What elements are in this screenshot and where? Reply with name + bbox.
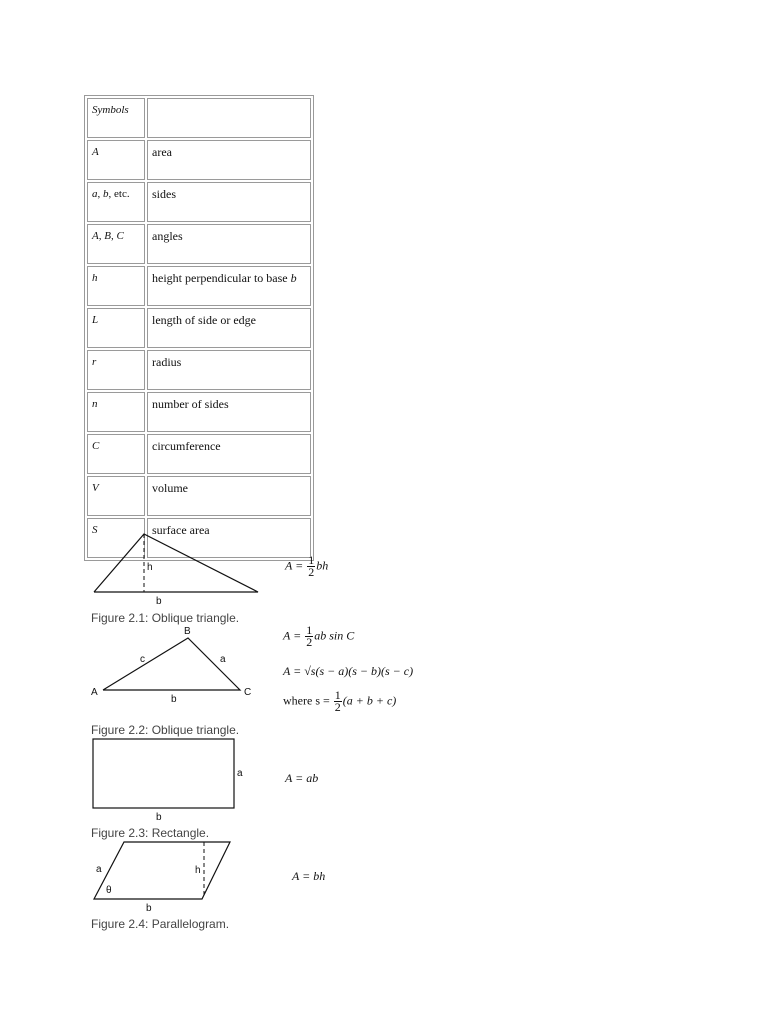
symbol-cell: Symbols [87,98,145,138]
area-formula-3: A = ab [285,771,319,785]
definition-cell [147,98,311,138]
formula-rhs: ab sin C [314,628,355,643]
definition-text: height perpendicular to base [152,271,288,285]
area-formula-2c [283,690,396,713]
definition-cell: number of sides [147,392,311,432]
table-row [87,350,311,390]
formula-lhs: where s = [283,693,330,708]
base-label: b [156,596,162,606]
vertex-a-label: A [91,687,98,698]
side-b-label: b [171,694,177,705]
definition-cell: surface area [147,518,311,558]
symbol-cell: S [87,518,145,558]
table-row [87,224,311,264]
symbol-cell: V [87,476,145,516]
definition-cell: radius [147,350,311,390]
definition-cell: volume [147,476,311,516]
side-a-label: a [96,864,102,875]
table-row [87,308,311,348]
angle-label: θ [106,885,112,896]
side-c-label: c [140,654,145,665]
symbols-table [84,95,314,561]
fraction [307,555,315,578]
symbol-cell: h [87,266,145,306]
triangle-outline [94,534,258,592]
height-label: h [147,562,153,573]
table-row [87,182,311,222]
table-row [87,98,311,138]
side-b-label: b [156,812,162,822]
symbol-b: b [103,188,109,200]
table-row [87,266,311,306]
oblique-triangle-diagram-1 [88,532,268,606]
formula-rhs: bh [316,558,329,573]
side-a-label: a [220,654,226,665]
rectangle-diagram [88,736,258,822]
fraction-den: 2 [334,700,341,714]
fraction [305,625,313,648]
definition-cell: circumference [147,434,311,474]
fraction-num: 1 [308,553,315,567]
symbol-suffix: , etc. [108,188,130,200]
symbol-cell: C [87,434,145,474]
height-label: h [195,865,201,876]
area-formula-2a [283,625,354,648]
figure-caption: Figure 2.1: Oblique triangle. [91,611,240,625]
definition-var: b [290,271,297,285]
definition-cell [147,266,311,306]
rectangle-outline [93,739,234,808]
base-label: b [146,903,152,914]
area-formula-2b: A = √s(s − a)(s − b)(s − c) [283,664,414,678]
symbol-cell: L [87,308,145,348]
side-a-label: a [237,768,243,779]
fraction-num: 1 [334,688,341,702]
figure-caption: Figure 2.3: Rectangle. [91,826,210,840]
fraction-den: 2 [308,565,315,579]
area-formula-1 [285,555,328,578]
table-row [87,434,311,474]
formula-lhs: A = [283,628,302,643]
definition-cell: area [147,140,311,180]
parallelogram-diagram [88,838,258,914]
fraction-num: 1 [306,623,313,637]
symbol-cell: a, b, etc. [87,182,145,222]
formula-lhs: A = [285,558,304,573]
oblique-triangle-diagram-2 [88,624,264,706]
symbol-cell: n [87,392,145,432]
parallelogram-outline [94,842,230,899]
definition-cell: angles [147,224,311,264]
fraction [334,690,342,713]
vertex-b-label: B [184,626,191,637]
fraction-den: 2 [306,635,313,649]
figure-caption: Figure 2.2: Oblique triangle. [91,723,240,737]
symbol-cell: A [87,140,145,180]
table-row [87,392,311,432]
table-row [87,140,311,180]
table-row [87,476,311,516]
vertex-c-label: C [244,687,252,698]
formula-rhs: (a + b + c) [342,693,397,708]
symbol-cell: A, B, C [87,224,145,264]
figure-caption: Figure 2.4: Parallelogram. [91,917,230,931]
symbol-a: a [92,188,98,200]
symbol-cell: r [87,350,145,390]
definition-cell: sides [147,182,311,222]
area-formula-4: A = bh [292,869,326,883]
definition-cell: length of side or edge [147,308,311,348]
